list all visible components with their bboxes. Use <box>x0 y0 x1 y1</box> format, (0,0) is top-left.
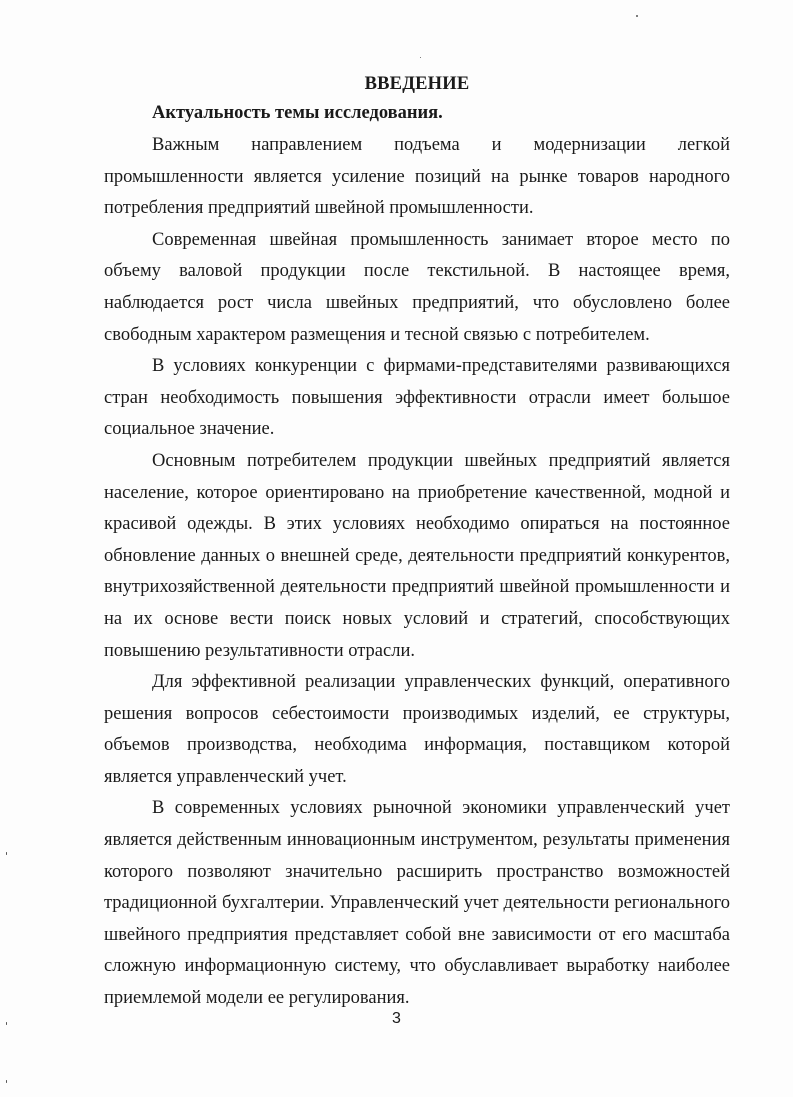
page-number: 3 <box>392 1010 401 1027</box>
page-title: ВВЕДЕНИЕ <box>364 74 470 94</box>
scan-speck <box>420 57 421 58</box>
paragraph-2: Современная швейная промышленность занимает второе место по объему валовой продукции после текстильной. В настоящее время, наблюдается рост числа швейных предприятий, что обусловлено более свободным характером размещения и тесной связью с потребителем. <box>104 229 730 345</box>
paragraph-1: Важным направлением подъема и модернизации легкой промышленности является усиление позиций на рынке товаров народного потребления предприятий швейной промышленности. <box>104 135 730 219</box>
scan-speck <box>6 852 7 855</box>
scan-speck <box>636 15 638 17</box>
paragraph-5: Для эффективной реализации управленческих функций, оперативного решения вопросов себестоимости производимых изделий, ее структуры, объемов производства, необходима информация, поставщиком которой является управленческий учет. <box>104 672 730 787</box>
scan-speck <box>6 1080 7 1083</box>
paragraph-6: В современных условиях рыночной экономики управленческий учет является действенным инновационным инструментом, результаты применения которого позволяют значительно расширить пространство возможностей традиционной бухгалтерии. Управленческий учет деятельности регионального швейного предприятия представляет собой вне зависимости от его масштаба сложную информационную систему, что обуславливает выработку наиболее приемлемой модели ее регулирования. <box>104 798 730 1009</box>
section-subtitle: Актуальность темы исследования. <box>152 103 443 123</box>
paragraph-4: Основным потребителем продукции швейных предприятий является население, которое ориентировано на приобретение качественной, модной и красивой одежды. В этих условиях необходимо опираться на постоянное обновление данных о внешней среде, деятельности предприятий конкурентов, внутрихозяйственной деятельности предприятий швейной промышленности и на их основе вести поиск новых условий и стратегий, способствующих повышению результативности отрасли. <box>104 450 730 661</box>
paragraph-3: В условиях конкуренции с фирмами-представителями развивающихся стран необходимость повышения эффективности отрасли имеет большое социальное значение. <box>104 356 730 440</box>
document-body <box>104 70 730 1015</box>
